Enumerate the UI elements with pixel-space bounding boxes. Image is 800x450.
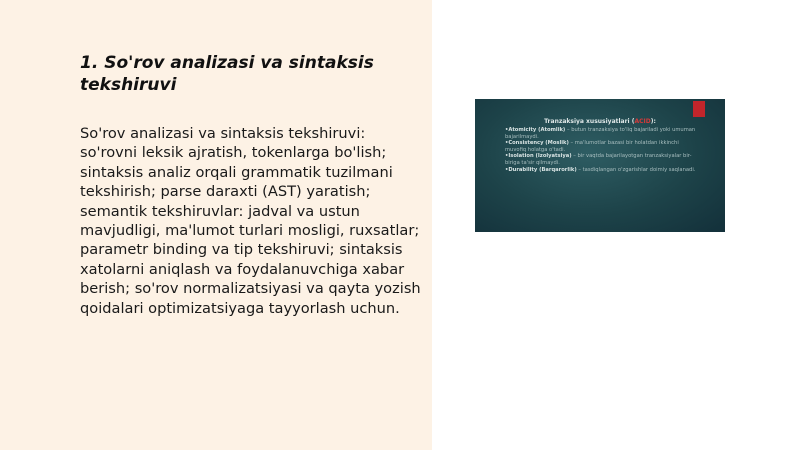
thumbnail-term: •Isolation (Izolyatsiya)	[505, 153, 572, 160]
thumbnail-text: – tasdiqlangan o'zgarishlar doimiy saqlanadi.	[576, 166, 696, 173]
thumbnail-list-item	[505, 153, 701, 166]
thumbnail-title-red: ACID	[634, 118, 651, 125]
thumbnail-term: •Consistency (Moslik)	[505, 140, 569, 147]
thumbnail-list-item	[505, 127, 701, 140]
thumbnail-title-text: Tranzaksiya xususiyatlari (	[544, 118, 635, 125]
slide-body-text: So'rov analizasi va sintaksis tekshiruvi: so'rovni leksik ajratish, tokenlarga bo'lish; sintaksis analiz orqali grammatik tuzilmani tekshirish; parse daraxti (AST) yaratish; semantik tekshiruvlar: jadval va ustun mavjudligi, ma'lumot turlari mosligi, ruxsatlar; parametr binding va tip tekshiruvi; sintaksis xatolarni aniqlash va foydalanuvchiga xabar berish; so'rov normalizatsiyasi va qayta yozish qoidalari optimizatsiyaga tayyorlash uchun.	[80, 125, 421, 317]
thumbnail-list-item	[505, 167, 701, 174]
thumbnail-text: – ma'lumotlar bazasi bir holatdan ikkinchi muvofiq holatga o'tadi.	[505, 140, 679, 153]
slide-title: 1. So'rov analizasi va sintaksis tekshiruvi	[80, 53, 374, 95]
slide-thumbnail-image	[475, 99, 725, 232]
thumbnail-list	[505, 127, 701, 173]
thumbnail-text: – bir vaqtda bajarilayotgan tranzaksiyalar bir-biriga ta'sir qilmaydi.	[505, 153, 692, 166]
thumbnail-red-accent	[693, 101, 705, 117]
thumbnail-text: – butun tranzaksiya to'liq bajariladi yoki umuman bajarilmaydi.	[505, 127, 696, 140]
thumbnail-list-item	[505, 140, 701, 153]
thumbnail-title	[475, 118, 725, 125]
thumbnail-term: •Durability (Barqarorlik)	[505, 166, 577, 173]
thumbnail-term: •Atomicity (Atomlik)	[505, 127, 566, 133]
thumbnail-title-end: ):	[650, 118, 656, 125]
